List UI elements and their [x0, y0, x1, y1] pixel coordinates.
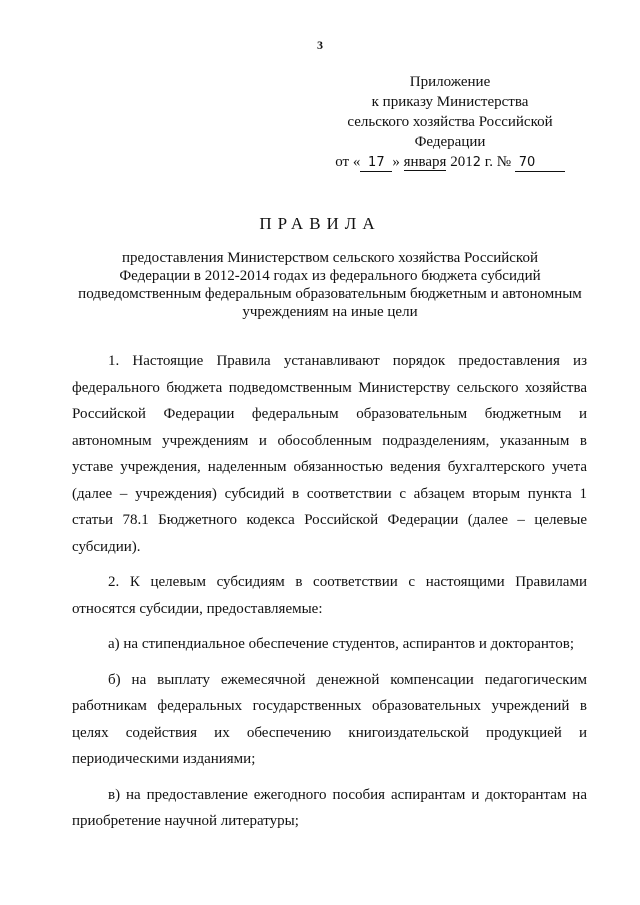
appendix-line-4: Федерации: [414, 134, 486, 150]
paragraph-2: 2. К целевым субсидиям в соответствии с настоящими Правилами относятся субсидии, предоставляемые:: [72, 574, 587, 617]
page-number: 3: [317, 38, 323, 52]
date-year-handwritten: 2: [472, 155, 481, 170]
date-prefix: от «: [335, 154, 361, 170]
item-b: б) на выплату ежемесячной денежной компенсации педагогическим работникам федеральных государственных образовательных учреждений в целях содействия их обеспечению книгоиздательской продукцией и периодическими изданиями;: [72, 671, 587, 767]
subtitle-line-2: Федерации в 2012-2014 годах из федерального бюджета субсидий: [119, 268, 541, 284]
subtitle-line-4: учреждениям на иные цели: [242, 304, 418, 320]
date-suffix: г. №: [480, 154, 512, 170]
date-year-prefix: 201: [450, 154, 473, 170]
document-body: [72, 348, 587, 835]
appendix-line-2: к приказу Министерства: [371, 94, 529, 110]
order-number: 70: [515, 155, 565, 172]
appendix-line-3: сельского хозяйства Российской: [347, 114, 553, 130]
document-subtitle: [60, 249, 600, 321]
subtitle-line-1: предоставления Министерством сельского хозяйства Российской: [122, 250, 538, 266]
subtitle-line-3: подведомственным федеральным образовательным бюджетным и автономным: [78, 286, 582, 302]
item-a: а) на стипендиальное обеспечение студентов, аспирантов и докторантов;: [108, 636, 575, 652]
date-day: 17: [360, 155, 392, 172]
paragraph-1: 1. Настоящие Правила устанавливают порядок предоставления из федерального бюджета подведомственным Министерству сельского хозяйства Российской Федерации федеральным образовательным бюджетным и автономным учреждениям и обособленным подразделениям, указанным в уставе учреждения, наделенным обязанностью ведения бухгалтерского учета (далее – учреждения) субсидий в соответствии с абзацем вторым пункта 1 статьи 78.1 Бюджетного кодекса Российской Федерации (далее – целевые субсидии).: [72, 353, 587, 555]
date-mid: »: [392, 154, 400, 170]
document-title: ПРАВИЛА: [259, 214, 381, 233]
appendix-line-1: Приложение: [409, 74, 491, 90]
item-v: в) на предоставление ежегодного пособия аспирантам и докторантам на приобретение научной литературы;: [72, 786, 587, 829]
appendix-block: [330, 72, 570, 172]
appendix-date-line: [330, 152, 570, 172]
date-month: января: [403, 154, 447, 170]
